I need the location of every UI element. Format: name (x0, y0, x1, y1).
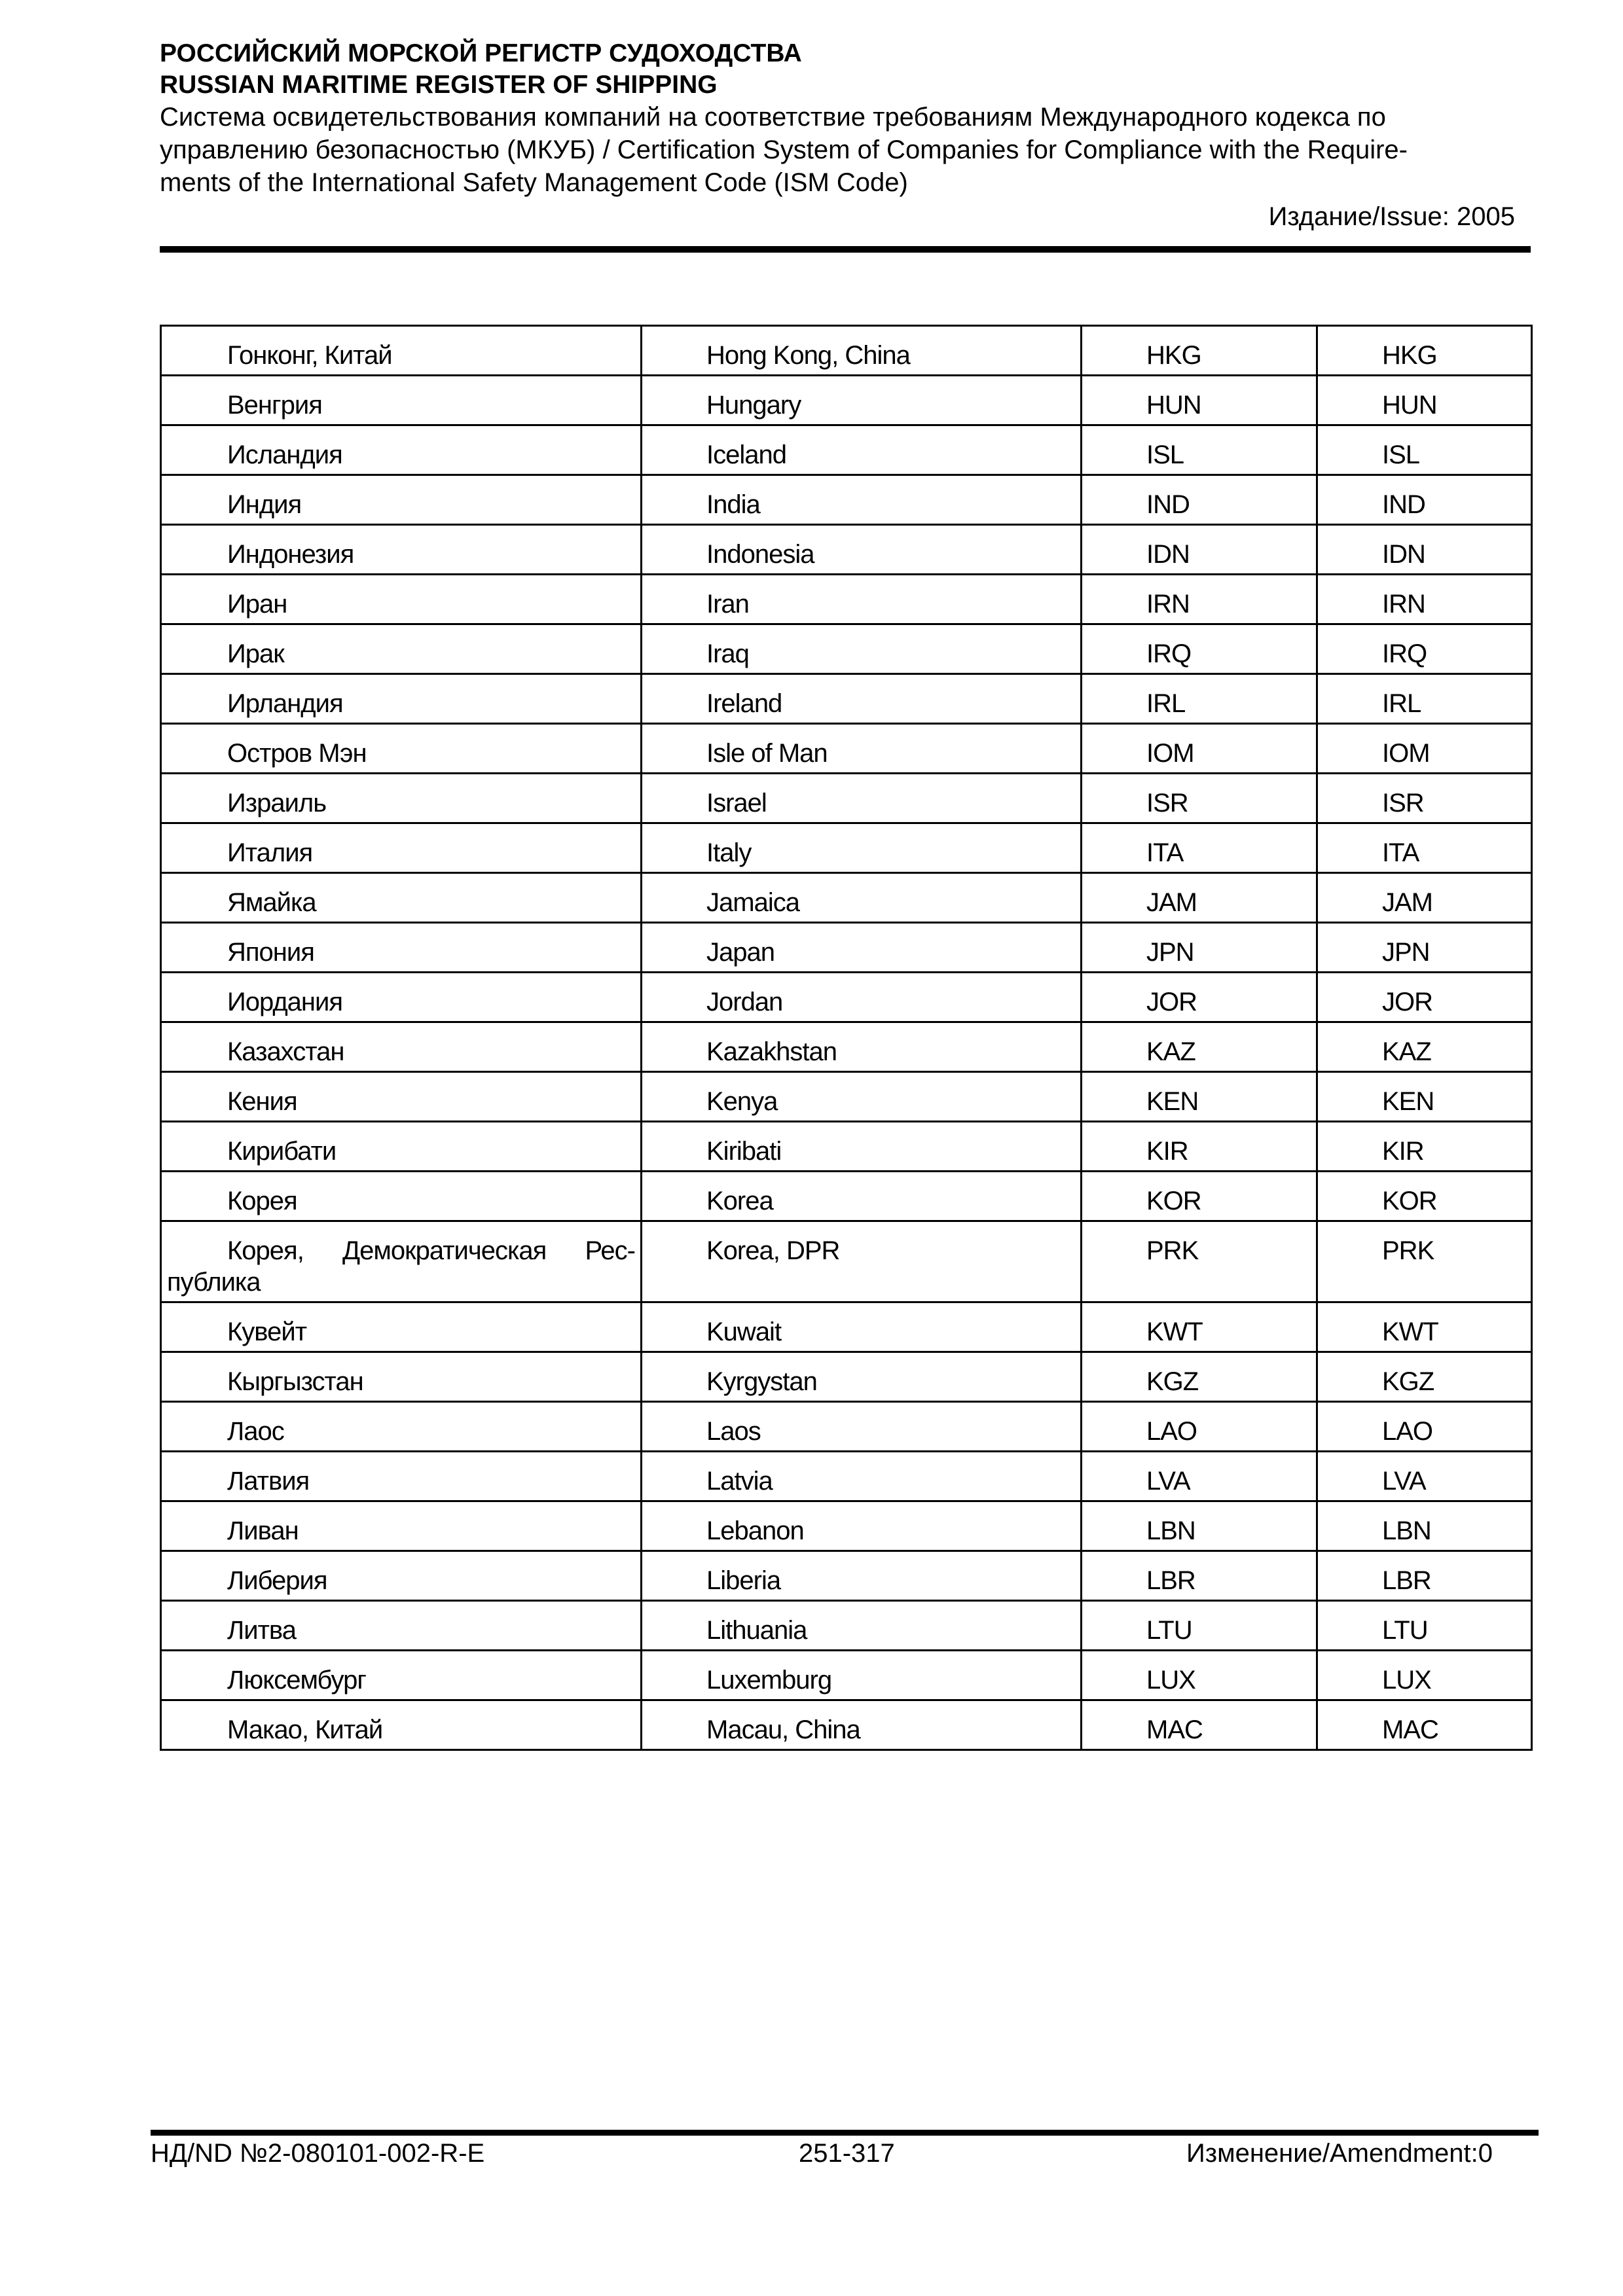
table-row (161, 1302, 1532, 1352)
cell-code-2: IRQ (1317, 624, 1532, 674)
cell-code-1: JOR (1082, 973, 1317, 1022)
cell-code-2: LBR (1317, 1551, 1532, 1601)
cell-name-en: Luxemburg (642, 1651, 1082, 1700)
table-row (161, 1352, 1532, 1402)
cell-code-1: KOR (1082, 1172, 1317, 1221)
cell-code-2: KWT (1317, 1302, 1532, 1352)
cell-name-ru: Ливан (161, 1501, 642, 1551)
cell-name-en: Indonesia (642, 525, 1082, 575)
cell-code-2: LBN (1317, 1501, 1532, 1551)
cell-code-1: JAM (1082, 873, 1317, 923)
header-issue: Издание/Issue: 2005 (1268, 202, 1515, 231)
cell-code-1: IND (1082, 475, 1317, 525)
cell-code-1: LVA (1082, 1452, 1317, 1501)
cell-name-en: Israel (642, 774, 1082, 823)
cell-name-ru: Израиль (161, 774, 642, 823)
table-row (161, 475, 1532, 525)
cell-code-1: LBN (1082, 1501, 1317, 1551)
cell-name-ru: Лаос (161, 1402, 642, 1452)
header-divider (160, 246, 1531, 253)
table-row (161, 624, 1532, 674)
table-row (161, 724, 1532, 774)
cell-code-2: KEN (1317, 1072, 1532, 1122)
cell-name-ru: Кыргызстан (161, 1352, 642, 1402)
table-row (161, 1172, 1532, 1221)
cell-code-1: ISR (1082, 774, 1317, 823)
cell-name-en: Lithuania (642, 1601, 1082, 1651)
cell-name-en: Ireland (642, 674, 1082, 724)
cell-code-1: LUX (1082, 1651, 1317, 1700)
cell-code-1: HUN (1082, 376, 1317, 425)
table-row (161, 1501, 1532, 1551)
table-row (161, 575, 1532, 624)
cell-name-en: Iran (642, 575, 1082, 624)
cell-code-2: IDN (1317, 525, 1532, 575)
cell-code-1: LAO (1082, 1402, 1317, 1452)
cell-code-1: ITA (1082, 823, 1317, 873)
cell-name-en: Korea, DPR (642, 1221, 1082, 1302)
cell-name-en: Kazakhstan (642, 1022, 1082, 1072)
cell-code-2: KIR (1317, 1122, 1532, 1172)
table-row (161, 1651, 1532, 1700)
cell-code-2: HKG (1317, 326, 1532, 376)
cell-code-1: KEN (1082, 1072, 1317, 1122)
cell-name-en: Kyrgystan (642, 1352, 1082, 1402)
cell-name-en: Hong Kong, China (642, 326, 1082, 376)
table-row (161, 425, 1532, 475)
cell-code-1: ISL (1082, 425, 1317, 475)
table-row (161, 1601, 1532, 1651)
table-row (161, 1022, 1532, 1072)
table-row (161, 376, 1532, 425)
cell-code-2: JAM (1317, 873, 1532, 923)
cell-name-ru: Иран (161, 575, 642, 624)
header-description-line: управлению безопасностью (МКУБ) / Certification System of Companies for Compliance with the Require- (160, 135, 1408, 164)
footer-amendment: Изменение/Amendment:0 (1186, 2139, 1493, 2168)
cell-name-en: India (642, 475, 1082, 525)
cell-code-2: HUN (1317, 376, 1532, 425)
cell-code-1: IRN (1082, 575, 1317, 624)
footer-page-number: 251-317 (799, 2139, 895, 2168)
cell-code-2: IOM (1317, 724, 1532, 774)
table-row (161, 326, 1532, 376)
cell-code-2: LTU (1317, 1601, 1532, 1651)
cell-name-ru: Остров Мэн (161, 724, 642, 774)
cell-code-1: JPN (1082, 923, 1317, 973)
cell-code-1: MAC (1082, 1700, 1317, 1750)
cell-name-en: Latvia (642, 1452, 1082, 1501)
table-row (161, 1221, 1532, 1302)
table-row (161, 973, 1532, 1022)
cell-name-en: Iceland (642, 425, 1082, 475)
cell-code-1: IOM (1082, 724, 1317, 774)
cell-name-ru: Латвия (161, 1452, 642, 1501)
cell-name-en: Hungary (642, 376, 1082, 425)
table-row (161, 525, 1532, 575)
table-row (161, 1452, 1532, 1501)
cell-name-en: Laos (642, 1402, 1082, 1452)
cell-name-en: Kuwait (642, 1302, 1082, 1352)
cell-name-ru: Корея, Демократическая Рес-публика (161, 1221, 642, 1302)
cell-name-en: Jordan (642, 973, 1082, 1022)
cell-code-2: ISL (1317, 425, 1532, 475)
cell-code-1: HKG (1082, 326, 1317, 376)
cell-code-1: KAZ (1082, 1022, 1317, 1072)
cell-code-2: LUX (1317, 1651, 1532, 1700)
page-header (160, 38, 1528, 233)
table-row (161, 823, 1532, 873)
cell-name-ru: Исландия (161, 425, 642, 475)
cell-name-en: Italy (642, 823, 1082, 873)
table-row (161, 1700, 1532, 1750)
header-description-line: Система освидетельствования компаний на соответствие требованиям Международного кодекса по (160, 103, 1386, 132)
cell-name-en: Japan (642, 923, 1082, 973)
cell-code-2: KOR (1317, 1172, 1532, 1221)
cell-name-ru: Люксембург (161, 1651, 642, 1700)
cell-code-1: LBR (1082, 1551, 1317, 1601)
cell-name-ru: Либерия (161, 1551, 642, 1601)
cell-code-1: KWT (1082, 1302, 1317, 1352)
cell-name-ru: Корея (161, 1172, 642, 1221)
footer-divider (151, 2130, 1539, 2136)
cell-code-1: PRK (1082, 1221, 1317, 1302)
cell-name-ru: Гонконг, Китай (161, 326, 642, 376)
cell-code-1: LTU (1082, 1601, 1317, 1651)
cell-name-ru: Индонезия (161, 525, 642, 575)
cell-name-en: Jamaica (642, 873, 1082, 923)
cell-code-2: IRL (1317, 674, 1532, 724)
cell-name-ru: Кувейт (161, 1302, 642, 1352)
cell-code-2: KGZ (1317, 1352, 1532, 1402)
table-row (161, 1402, 1532, 1452)
cell-code-1: IRL (1082, 674, 1317, 724)
cell-name-en: Isle of Man (642, 724, 1082, 774)
cell-code-1: IDN (1082, 525, 1317, 575)
table-row (161, 1551, 1532, 1601)
cell-code-2: KAZ (1317, 1022, 1532, 1072)
cell-name-ru: Ирландия (161, 674, 642, 724)
table-row (161, 873, 1532, 923)
table-body (161, 326, 1532, 1750)
cell-code-2: PRK (1317, 1221, 1532, 1302)
cell-name-ru: Япония (161, 923, 642, 973)
cell-name-en: Korea (642, 1172, 1082, 1221)
cell-code-2: LAO (1317, 1402, 1532, 1452)
cell-code-2: IND (1317, 475, 1532, 525)
cell-name-en: Iraq (642, 624, 1082, 674)
cell-name-ru: Ирак (161, 624, 642, 674)
cell-name-ru: Казахстан (161, 1022, 642, 1072)
cell-code-2: ITA (1317, 823, 1532, 873)
table-row (161, 674, 1532, 724)
cell-name-en: Lebanon (642, 1501, 1082, 1551)
cell-name-en: Kiribati (642, 1122, 1082, 1172)
table-row (161, 1122, 1532, 1172)
table-row (161, 923, 1532, 973)
header-title-en: RUSSIAN MARITIME REGISTER OF SHIPPING (160, 71, 718, 99)
cell-name-ru: Макао, Китай (161, 1700, 642, 1750)
cell-code-1: KIR (1082, 1122, 1317, 1172)
cell-name-en: Liberia (642, 1551, 1082, 1601)
cell-code-1: IRQ (1082, 624, 1317, 674)
cell-name-en: Kenya (642, 1072, 1082, 1122)
cell-code-2: IRN (1317, 575, 1532, 624)
cell-code-2: MAC (1317, 1700, 1532, 1750)
footer-doc-number: НД/ND №2-080101-002-R-E (151, 2139, 485, 2168)
country-codes-table (160, 325, 1533, 1751)
cell-name-ru: Иордания (161, 973, 642, 1022)
cell-code-2: LVA (1317, 1452, 1532, 1501)
cell-name-ru: Индия (161, 475, 642, 525)
cell-code-1: KGZ (1082, 1352, 1317, 1402)
cell-name-ru: Кения (161, 1072, 642, 1122)
cell-code-2: JOR (1317, 973, 1532, 1022)
cell-code-2: JPN (1317, 923, 1532, 973)
cell-name-en: Macau, China (642, 1700, 1082, 1750)
cell-name-ru: Венгрия (161, 376, 642, 425)
cell-name-ru: Литва (161, 1601, 642, 1651)
cell-name-ru: Кирибати (161, 1122, 642, 1172)
table-row (161, 774, 1532, 823)
cell-code-2: ISR (1317, 774, 1532, 823)
cell-name-ru: Италия (161, 823, 642, 873)
cell-name-ru: Ямайка (161, 873, 642, 923)
header-title-ru: РОССИЙСКИЙ МОРСКОЙ РЕГИСТР СУДОХОДСТВА (160, 39, 802, 67)
table-row (161, 1072, 1532, 1122)
header-description-line: ments of the International Safety Management Code (ISM Code) (160, 168, 908, 197)
